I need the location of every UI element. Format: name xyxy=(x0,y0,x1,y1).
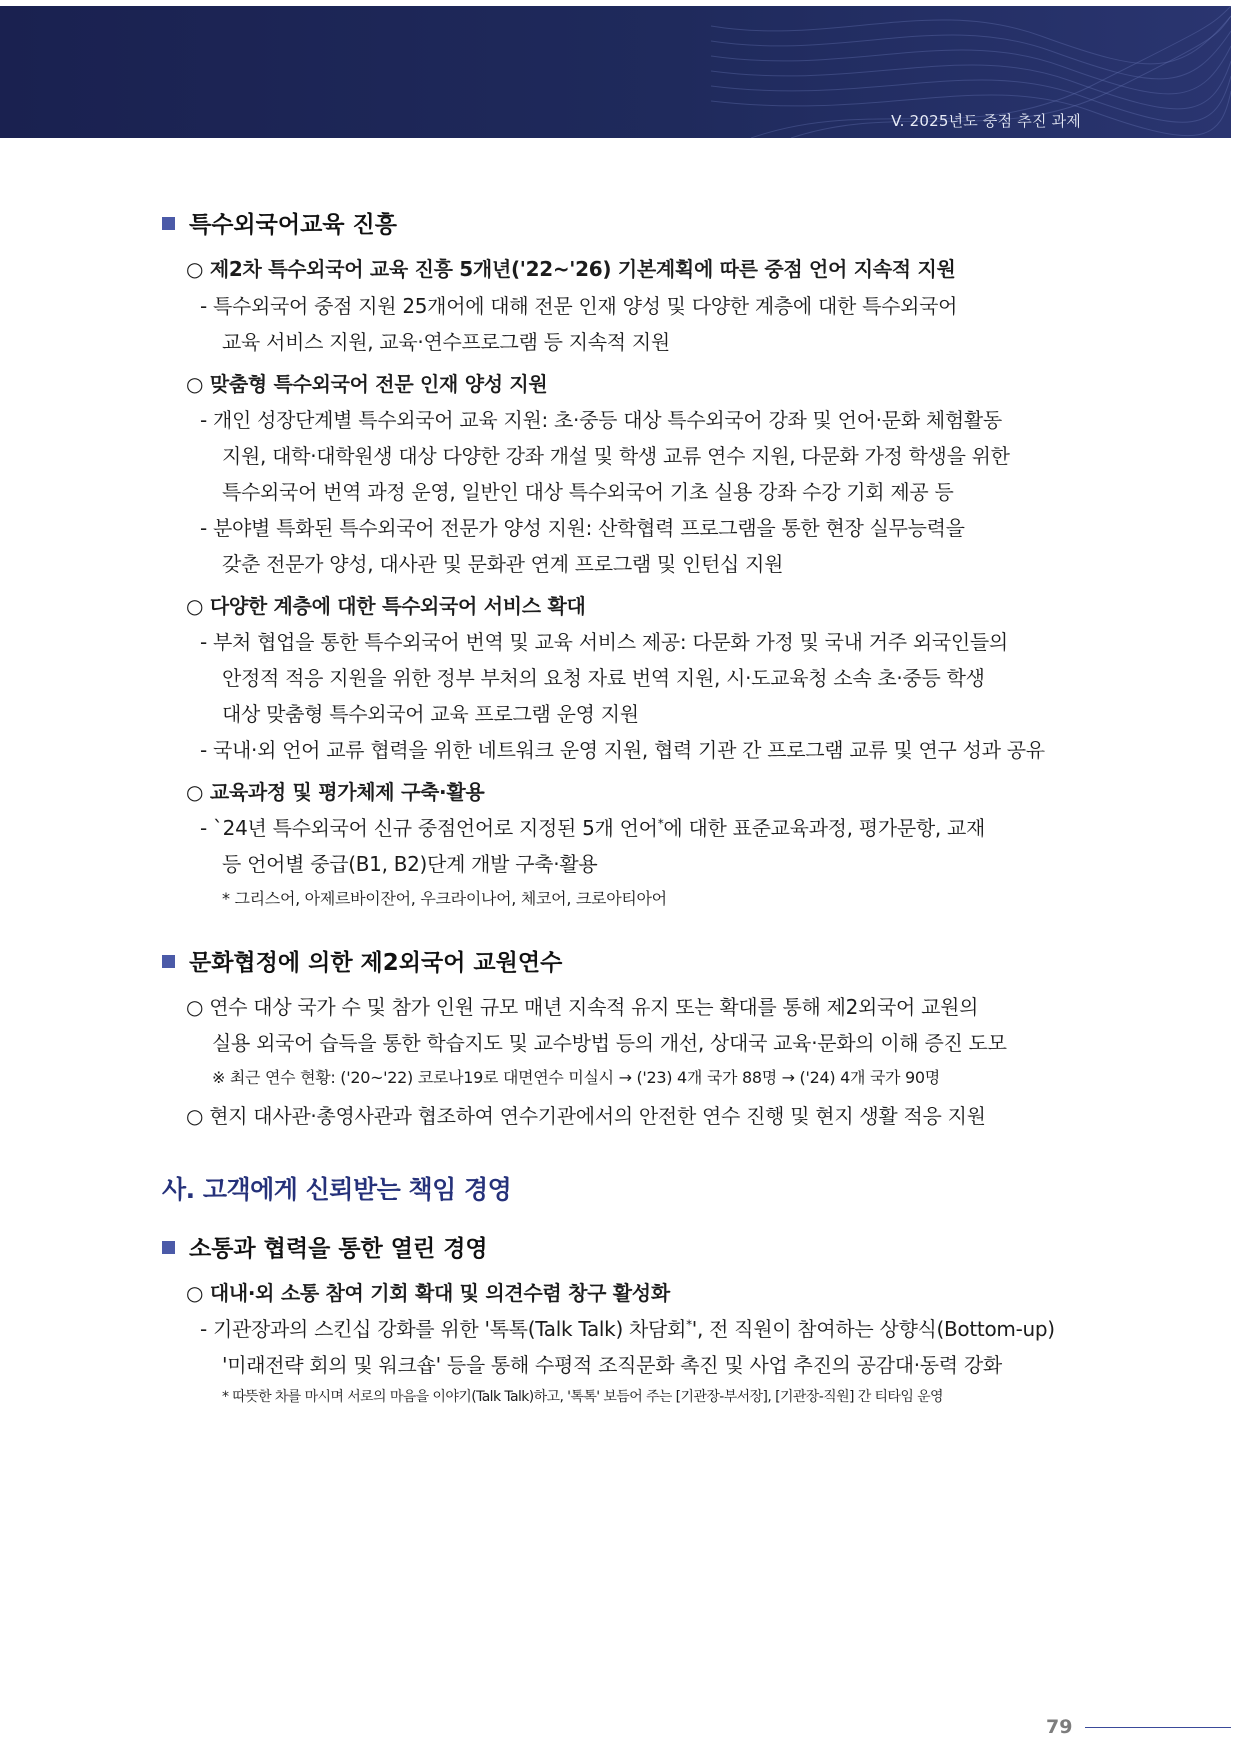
bullet-item: ○ 교육과정 및 평가체제 구축·활용 xyxy=(186,780,485,804)
page-number: 79 xyxy=(1046,1716,1073,1738)
header-banner xyxy=(0,6,1231,138)
sub-item-cont: 교육 서비스 지원, 교육·연수프로그램 등 지속적 지원 xyxy=(222,330,670,354)
footnote: * 따뜻한 차를 마시며 서로의 마음을 이야기(Talk Talk)하고, '톡톡' 보듬어 주는 [기관장-부서장], [기관장-직원] 간 티타임 운영 xyxy=(222,1389,943,1405)
bullet-item: ○ 제2차 특수외국어 교육 진흥 5개년('22~'26) 기본계획에 따른 중점 언어 지속적 지원 xyxy=(186,257,956,281)
page-rule xyxy=(1085,1727,1231,1728)
sub-item: - 개인 성장단계별 특수외국어 교육 지원: 초·중등 대상 특수외국어 강좌 및 언어·문화 체험활동 xyxy=(200,408,1002,432)
sub-item-cont: 갖춘 전문가 양성, 대사관 및 문화관 연계 프로그램 및 인턴십 지원 xyxy=(222,552,784,576)
chapter-heading: 사. 고객에게 신뢰받는 책임 경영 xyxy=(162,1175,512,1204)
bullet-item: ○ 연수 대상 국가 수 및 참가 인원 규모 매년 지속적 유지 또는 확대를 통해 제2외국어 교원의 xyxy=(186,995,979,1019)
sub-item: - 특수외국어 중점 지원 25개어에 대해 전문 인재 양성 및 다양한 계층에 대한 특수외국어 xyxy=(200,294,958,318)
sub-item: - 분야별 특화된 특수외국어 전문가 양성 지원: 산학협력 프로그램을 통한 현장 실무능력을 xyxy=(200,516,965,540)
bullet-item: ○ 현지 대사관·총영사관과 협조하여 연수기관에서의 안전한 연수 진행 및 현지 생활 적응 지원 xyxy=(186,1104,986,1128)
section-title: 문화협정에 의한 제2외국어 교원연수 xyxy=(162,944,562,977)
note-line: ※ 최근 연수 현황: ('20~'22) 코로나19로 대면연수 미실시 → ('23) 4개 국가 88명 → ('24) 4개 국가 90명 xyxy=(212,1068,940,1087)
sub-item-cont: 대상 맞춤형 특수외국어 교육 프로그램 운영 지원 xyxy=(222,702,639,726)
sub-item-cont: 지원, 대학·대학원생 대상 다양한 강좌 개설 및 학생 교류 연수 지원, 다문화 가정 학생을 위한 xyxy=(222,444,1010,468)
bullet-item-cont: 실용 외국어 습득을 통한 학습지도 및 교수방법 등의 개선, 상대국 교육·문화의 이해 증진 도모 xyxy=(212,1031,1007,1055)
sub-item-cont: 안정적 적응 지원을 위한 정부 부처의 요청 자료 번역 지원, 시·도교육청 소속 초·중등 학생 xyxy=(222,666,985,690)
sub-item-cont: 특수외국어 번역 과정 운영, 일반인 대상 특수외국어 기초 실용 강좌 수강 기회 제공 등 xyxy=(222,480,954,504)
footnote: * 그리스어, 아제르바이잔어, 우크라이나어, 체코어, 크로아티아어 xyxy=(222,889,667,908)
chapter-label: V. 2025년도 중점 추진 과제 xyxy=(891,112,1081,130)
square-bullet-icon xyxy=(162,217,175,230)
sub-item: - 기관장과의 스킨십 강화를 위한 '톡톡(Talk Talk) 차담회*', 전 직원이 참여하는 상향식(Bottom-up) xyxy=(200,1317,1055,1341)
bullet-item: ○ 대내·외 소통 참여 기회 확대 및 의견수렴 창구 활성화 xyxy=(186,1281,670,1305)
sub-item-cont: '미래전략 회의 및 워크숍' 등을 통해 수평적 조직문화 촉진 및 사업 추진의 공감대·동력 강화 xyxy=(222,1353,1002,1377)
sub-item-cont: 등 언어별 중급(B1, B2)단계 개발 구축·활용 xyxy=(222,852,598,876)
square-bullet-icon xyxy=(162,955,175,968)
sub-item: - 국내·외 언어 교류 협력을 위한 네트워크 운영 지원, 협력 기관 간 프로그램 교류 및 연구 성과 공유 xyxy=(200,738,1045,762)
square-bullet-icon xyxy=(162,1241,175,1254)
sub-item: - `24년 특수외국어 신규 중점언어로 지정된 5개 언어*에 대한 표준교육과정, 평가문항, 교재 xyxy=(200,816,986,840)
sub-item: - 부처 협업을 통한 특수외국어 번역 및 교육 서비스 제공: 다문화 가정 및 국내 거주 외국인들의 xyxy=(200,630,1008,654)
section-title: 특수외국어교육 진흥 xyxy=(162,206,397,239)
bullet-item: ○ 다양한 계층에 대한 특수외국어 서비스 확대 xyxy=(186,594,586,618)
bullet-item: ○ 맞춤형 특수외국어 전문 인재 양성 지원 xyxy=(186,372,548,396)
section-title: 소통과 협력을 통한 열린 경영 xyxy=(162,1230,488,1263)
